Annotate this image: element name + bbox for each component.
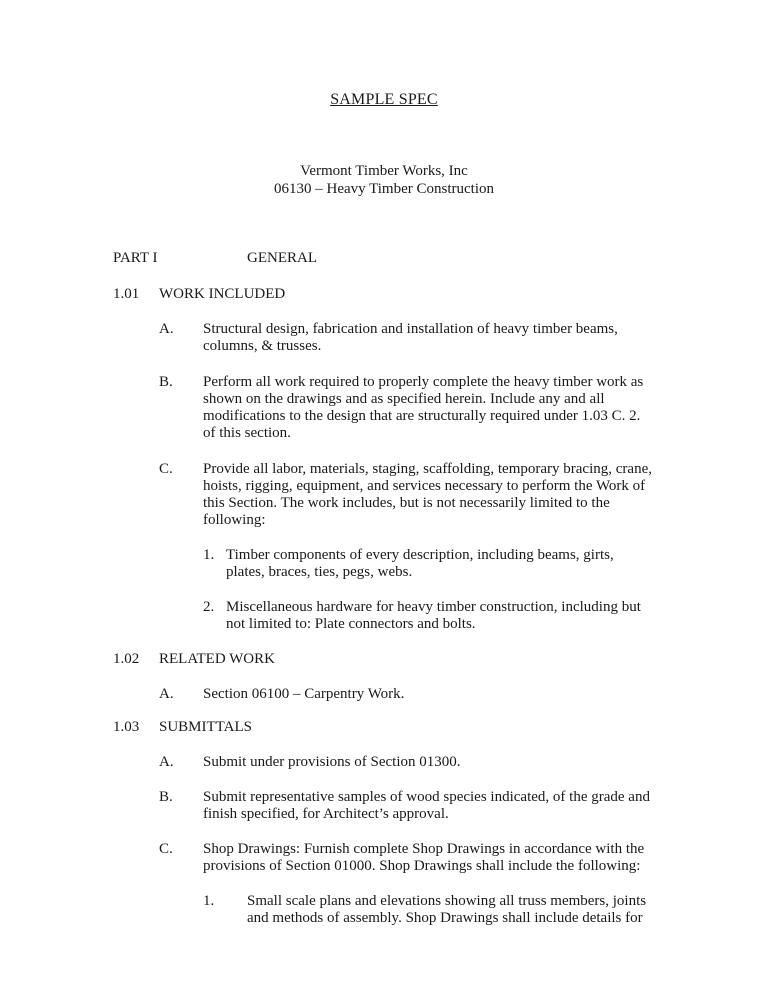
item-letter: A. [159, 321, 174, 337]
section-heading: RELATED WORK [159, 651, 275, 667]
item-text: Submit under provisions of Section 01300. [203, 754, 461, 770]
item-letter: C. [159, 461, 173, 477]
section-number: 1.02 [113, 651, 140, 667]
part-title: GENERAL [247, 250, 317, 266]
item-text: Shop Drawings: Furnish complete Shop Drawings in accordance with the provisions of Section 01000. Shop Drawings shall include the following: [203, 841, 645, 874]
item-letter: B. [159, 789, 173, 805]
company-name: Vermont Timber Works, Inc [300, 163, 468, 179]
subitem-number: 2. [203, 599, 215, 615]
section-number: 1.03 [113, 719, 140, 735]
item-letter: C. [159, 841, 173, 857]
item-letter: A. [159, 754, 174, 770]
item-text: Submit representative samples of wood species indicated, of the grade and finish specified, for Architect’s approval. [203, 789, 650, 822]
subitem-text: Miscellaneous hardware for heavy timber construction, including but not limited to: Plate connectors and bolts. [226, 599, 641, 632]
subitem-text: Timber components of every description, including beams, girts, plates, braces, ties, pegs, webs. [226, 547, 614, 580]
item-letter: A. [159, 686, 174, 702]
document-title: SAMPLE SPEC [330, 91, 438, 108]
item-text: Provide all labor, materials, staging, scaffolding, temporary bracing, crane, hoists, rigging, equipment, and services necessary to perform the Work of this Section. The work includes, but is not necessarily limited to the following: [203, 461, 652, 528]
part-label: PART I [113, 250, 158, 266]
subitem-number: 1. [203, 893, 215, 909]
subitem-text: Small scale plans and elevations showing all truss members, joints and methods of assembly. Shop Drawings shall include details for [247, 893, 647, 926]
section-heading: SUBMITTALS [159, 719, 252, 735]
section-heading: WORK INCLUDED [159, 286, 286, 302]
subitem-number: 1. [203, 547, 215, 563]
item-text: Perform all work required to properly complete the heavy timber work as shown on the drawings and as specified herein. Include any and all modifications to the design that are structurally required under 1.03 C. 2. of this section. [203, 374, 644, 441]
section-number: 1.01 [113, 286, 140, 302]
item-text: Structural design, fabrication and installation of heavy timber beams, columns, & trusses. [203, 321, 618, 354]
section-title: 06130 – Heavy Timber Construction [274, 181, 494, 197]
item-letter: B. [159, 374, 173, 390]
item-text: Section 06100 – Carpentry Work. [203, 686, 405, 702]
